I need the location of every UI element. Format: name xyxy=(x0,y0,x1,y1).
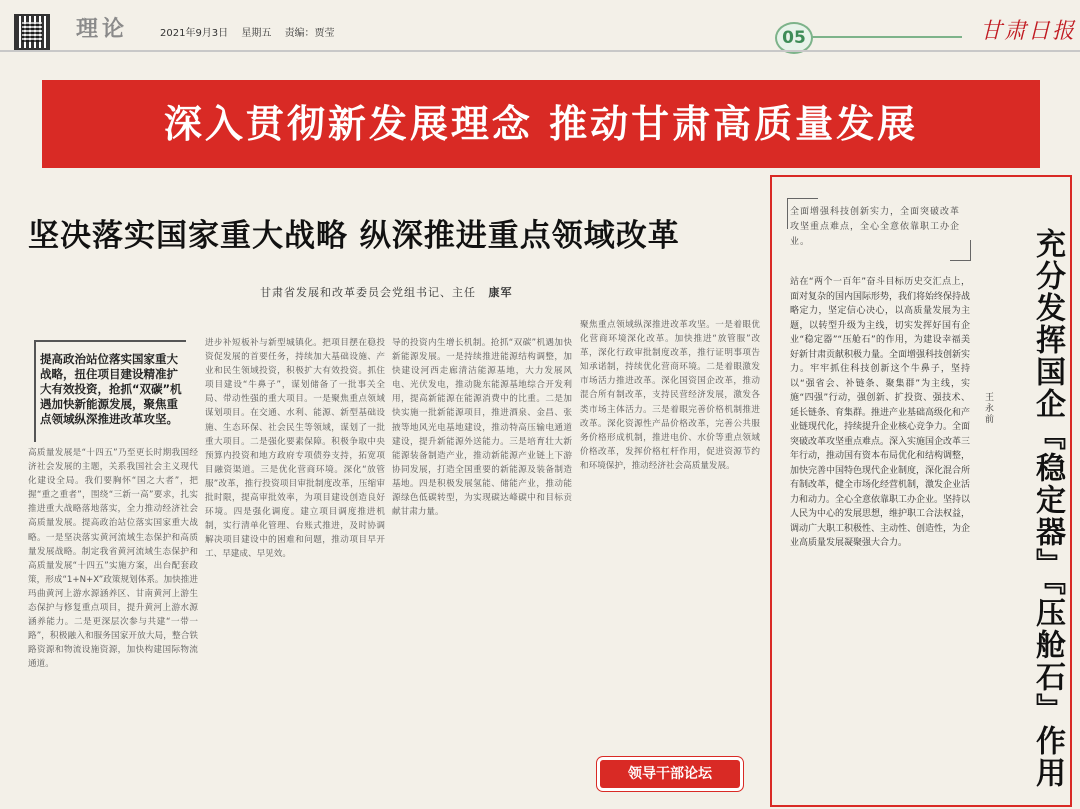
main-byline xyxy=(260,284,513,300)
forum-tag: 领导干部论坛 xyxy=(600,760,740,788)
side-article-intro: 全面增强科技创新实力，全面突破改革攻坚重点难点，全心全意依靠职工办企业。 xyxy=(790,207,961,247)
side-article-title: 充分发挥国企『稳定器』『压舱石』作用 xyxy=(1030,228,1065,789)
page-badge-rule xyxy=(812,36,962,38)
article-column-1 xyxy=(28,446,198,806)
header-divider xyxy=(0,50,1080,52)
main-headline: 坚决落实国家重大战略 纵深推进重点领域改革 xyxy=(28,218,680,254)
side-article-body-text: 站在“两个一百年”奋斗目标历史交汇点上，面对复杂的国内国际形势，我们将始终保持战略定力，坚定信心决心，以高质量发展为主题，以转型升级为主线，切实发挥好国有企业“稳定器”“压舱石”的作用，为建设幸福美好新甘肃贡献积极力量。全面增强科技创新实力。牢牢抓住科技创新这个牛鼻子，坚持以“强省会、补链条、聚集群”为主线，实施“四强”行动，强创新、扩投资、强技术、延长链条、育集群。推进产业基础高级化和产业链现代化，持续提升企业核心竞争力。全面突破改革攻坚重点难点。深入实施国企改革三年行动，推动国有资本布局优化和结构调整，加快完善中国特色现代企业制度，深化混合所有制改革，健全市场化经营机制，激发企业活力和动力。全心全意依靠职工办企业。坚持以人民为中心的发展思想，维护职工合法权益，调动广大职工积极性、主动性、创造性，为企业高质量发展凝聚强大合力。 xyxy=(790,277,970,548)
issue-editor: 责编：贾莹 xyxy=(284,28,335,39)
qr-code-icon xyxy=(14,14,50,50)
article-column-3 xyxy=(392,336,572,806)
issue-weekday: 星期五 xyxy=(241,28,272,39)
article-column-1-text: 高质量发展是“十四五”乃至更长时期我国经济社会发展的主题，关系我国社会主义现代化建设全局。我们要胸怀“国之大者”，把握“重之重者”，围绕“三新一高”要求，扎实推进重大战略落地落实，全力推动经济社会高质量发展。提高政治站位落实国家重大战略。一是坚决落实黄河流域生态保护和高质量发展战略。制定我省黄河流域生态保护和高质量发展“十四五”实施方案，出台配套政策，形成“1+N+X”政策规划体系。加快推进玛曲黄河上游水源涵养区、甘南黄河上游生态保护与修复重点项目，提升黄河上游水源涵养能力。二是更深层次参与共建“一带一路”，积极融入和服务国家开放大局，整合铁路资源和物流设施资源，加快构建国际物流通道。 xyxy=(28,448,198,670)
article-column-2 xyxy=(205,336,385,806)
article-column-4 xyxy=(580,318,760,750)
side-article-author: 王永前 xyxy=(983,392,993,425)
banner xyxy=(42,80,1040,168)
byline-title: 甘肃省发展和改革委员会党组书记、主任 xyxy=(260,286,476,299)
callout-text: 提高政治站位落实国家重大战略，扭住项目建设精准扩大有效投资，抢抓“双碳”机遇加快新能源发展，聚焦重点领域纵深推进改革攻坚。 xyxy=(40,352,182,426)
newspaper-logo: 甘肃日报 xyxy=(980,19,1077,44)
side-article-body xyxy=(790,275,970,805)
article-column-4-text: 聚焦重点领域纵深推进改革攻坚。一是着眼优化营商环境深化改革。加快推进“放管服”改革，深化行政审批制度改革，推行证明事项告知承诺制，持续优化营商环境。二是着眼激发市场活力推进改革。深化国资国企改革，推动混合所有制改革，支持民营经济发展，激发各类市场主体活力。三是着眼完善价格机制推进改革。深化资源性产品价格改革，完善公共服务价格形成机制，推进电价、水价等重点领域价格改革，发挥价格杠杆作用，促进资源节约和环境保护，推动经济社会高质量发展。 xyxy=(580,320,760,471)
banner-title: 深入贯彻新发展理念 推动甘肃高质量发展 xyxy=(163,102,919,146)
page-number-badge: 05 xyxy=(775,22,813,54)
byline-author: 康军 xyxy=(488,286,513,299)
article-column-2-text: 进步补短板补与新型城镇化。把项目摆在稳投资促发展的首要任务，持续加大基础设施、产业和民生领域投资，积极扩大有效投资。抓住项目建设“牛鼻子”，谋划储备了一批事关全局、带动性强的重大项目。一是聚焦重点领域谋划项目。在交通、水利、能源、新型基础设施、生态环保、社会民生等领域，谋划了一批重大项目。二是强化要素保障。积极争取中央预算内投资和地方政府专项债券支持，拓宽项目融资渠道。三是优化营商环境。深化“放管服”改革，推行投资项目审批制度改革，压缩审批时限，提高审批效率，为项目建设创造良好环境。四是强化调度。建立项目调度推进机制，实行清单化管理、台账式推进，及时协调解决项目建设中的困难和问题，推动项目早开工、早建成、早见效。 xyxy=(205,338,385,560)
issue-date: 2021年9月3日 xyxy=(160,28,229,39)
section-title: 理论 xyxy=(76,17,129,42)
article-column-3-text: 导的投资内生增长机制。抢抓“双碳”机遇加快新能源发展。一是持续推进能源结构调整，加快建设河西走廊清洁能源基地，大力发展风电、光伏发电，推动陇东能源基地综合开发利用，提高新能源在能源消费中的比重。二是加快实施一批新能源项目，推进酒泉、金昌、张掖等地风光电基地建设，推动特高压输电通道建设，提升新能源外送能力。三是培育壮大新能源装备制造产业，推动新能源产业链上下游协同发展，打造全国重要的新能源及装备制造基地。四是积极发展氢能、储能产业，推动能源绿色低碳转型，为实现碳达峰碳中和目标贡献甘肃力量。 xyxy=(392,338,572,518)
issue-meta xyxy=(160,24,345,39)
